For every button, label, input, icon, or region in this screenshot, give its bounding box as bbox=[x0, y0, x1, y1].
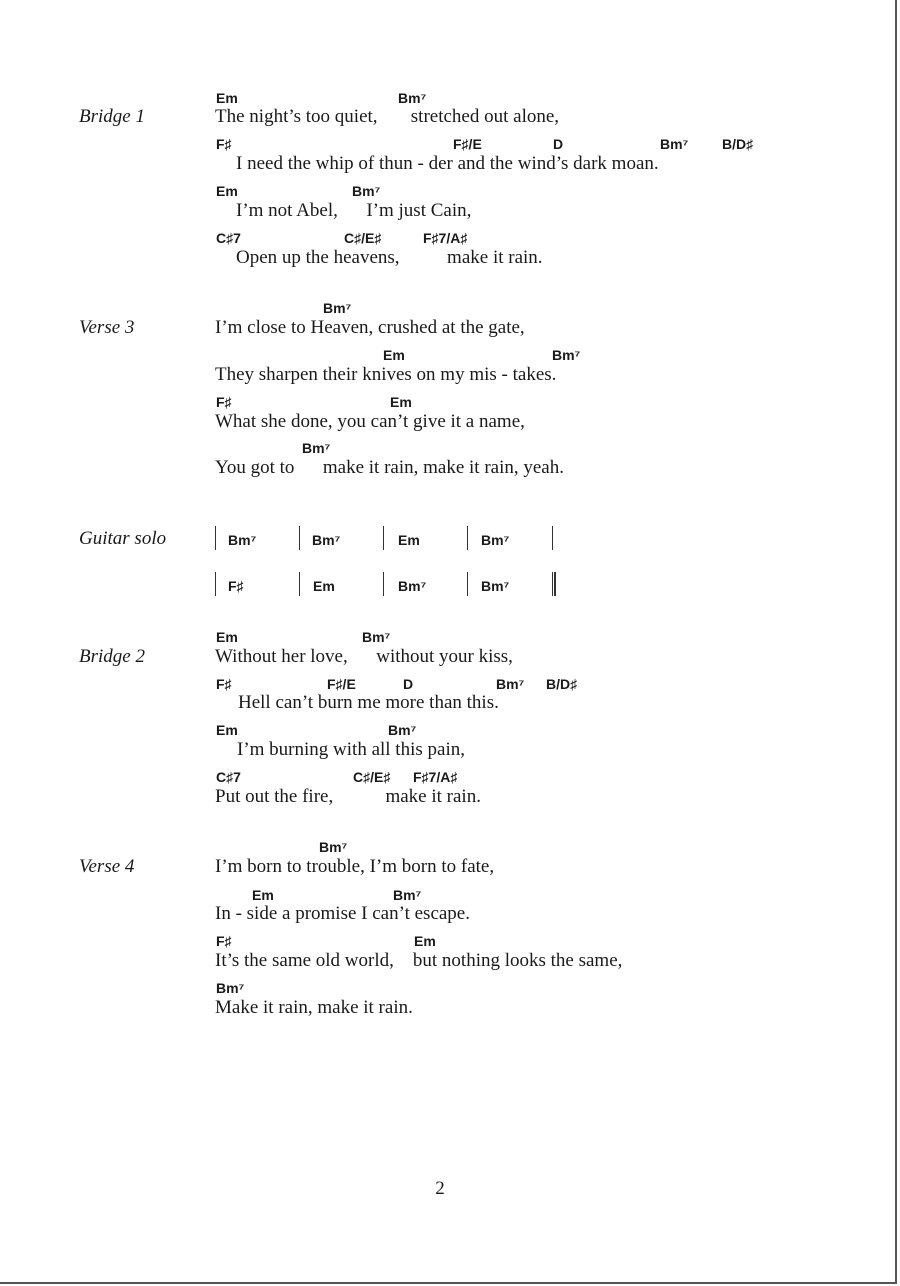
chord: Bm⁷ bbox=[552, 347, 581, 363]
chord: Bm⁷ bbox=[398, 90, 427, 106]
chord: F♯ bbox=[228, 578, 244, 594]
chord: Em bbox=[414, 933, 436, 949]
bar-line bbox=[299, 572, 300, 596]
chord: Em bbox=[216, 90, 238, 106]
chord: Em bbox=[216, 629, 238, 645]
bar-line bbox=[383, 526, 384, 550]
chord: F♯ bbox=[216, 394, 232, 410]
chord: Bm⁷ bbox=[393, 887, 422, 903]
lyric-line: Put out the fire, make it rain. bbox=[215, 786, 481, 807]
chord: F♯7/A♯ bbox=[413, 769, 458, 785]
section-label: Verse 3 bbox=[79, 317, 135, 338]
lyric-line: Hell can’t burn me more than this. bbox=[238, 692, 499, 713]
chord: Bm⁷ bbox=[228, 532, 257, 548]
chord: Em bbox=[383, 347, 405, 363]
lyric-line: It’s the same old world, but nothing looks the same, bbox=[215, 950, 623, 971]
lyric-line: They sharpen their knives on my mis - takes. bbox=[215, 364, 557, 385]
lyric-line: What she done, you can’t give it a name, bbox=[215, 411, 525, 432]
chord: B/D♯ bbox=[546, 676, 578, 692]
section-label: Verse 4 bbox=[79, 856, 135, 877]
chord: C♯/E♯ bbox=[344, 230, 382, 246]
chord: Bm⁷ bbox=[352, 183, 381, 199]
chord: Em bbox=[252, 887, 274, 903]
page-number: 2 bbox=[435, 1178, 445, 1199]
chord: Bm⁷ bbox=[302, 440, 331, 456]
chord: F♯ bbox=[216, 136, 232, 152]
chord: Em bbox=[390, 394, 412, 410]
chord: C♯7 bbox=[216, 230, 241, 246]
chord: B/D♯ bbox=[722, 136, 754, 152]
chord: Bm⁷ bbox=[312, 532, 341, 548]
bar-line bbox=[215, 572, 216, 596]
lyric-line: I’m burning with all this pain, bbox=[237, 739, 465, 760]
bar-line bbox=[215, 526, 216, 550]
chord: Bm⁷ bbox=[388, 722, 417, 738]
chord: C♯/E♯ bbox=[353, 769, 391, 785]
section-label: Bridge 1 bbox=[79, 106, 145, 127]
chord: F♯ bbox=[216, 933, 232, 949]
chord: C♯7 bbox=[216, 769, 241, 785]
chord: Bm⁷ bbox=[362, 629, 391, 645]
bar-line bbox=[383, 572, 384, 596]
chord: Bm⁷ bbox=[216, 980, 245, 996]
chord: Em bbox=[216, 722, 238, 738]
lyric-line: In - side a promise I can’t escape. bbox=[215, 903, 470, 924]
final-bar-line bbox=[552, 572, 556, 596]
chord: F♯/E bbox=[453, 136, 482, 152]
chord: F♯ bbox=[216, 676, 232, 692]
bar-line bbox=[467, 572, 468, 596]
chord: Bm⁷ bbox=[481, 532, 510, 548]
chord: F♯7/A♯ bbox=[423, 230, 468, 246]
bar-line bbox=[299, 526, 300, 550]
section-label: Guitar solo bbox=[79, 528, 167, 549]
lyric-line: Open up the heavens, make it rain. bbox=[236, 247, 543, 268]
chord: Bm⁷ bbox=[319, 839, 348, 855]
lyric-line: You got to make it rain, make it rain, yeah. bbox=[215, 457, 564, 478]
lyric-line: I’m born to trouble, I’m born to fate, bbox=[215, 856, 495, 877]
chord: Bm⁷ bbox=[496, 676, 525, 692]
chord: Bm⁷ bbox=[660, 136, 689, 152]
chord: F♯/E bbox=[327, 676, 356, 692]
chord: Bm⁷ bbox=[398, 578, 427, 594]
lyric-line: I’m not Abel, I’m just Cain, bbox=[236, 200, 472, 221]
lyric-line: Without her love, without your kiss, bbox=[215, 646, 513, 667]
lyric-line: Make it rain, make it rain. bbox=[215, 997, 413, 1018]
chord: Em bbox=[398, 532, 420, 548]
chord: Bm⁷ bbox=[481, 578, 510, 594]
lyric-line: I need the whip of thun - der and the wind’s dark moan. bbox=[236, 153, 659, 174]
chord: D bbox=[553, 136, 564, 152]
chord: Em bbox=[313, 578, 335, 594]
section-label: Bridge 2 bbox=[79, 646, 145, 667]
bar-line bbox=[467, 526, 468, 550]
chord: D bbox=[403, 676, 414, 692]
chord: Em bbox=[216, 183, 238, 199]
lyric-line: I’m close to Heaven, crushed at the gate, bbox=[215, 317, 525, 338]
chord: Bm⁷ bbox=[323, 300, 352, 316]
bar-line bbox=[552, 526, 553, 550]
lyric-line: The night’s too quiet, stretched out alone, bbox=[215, 106, 560, 127]
